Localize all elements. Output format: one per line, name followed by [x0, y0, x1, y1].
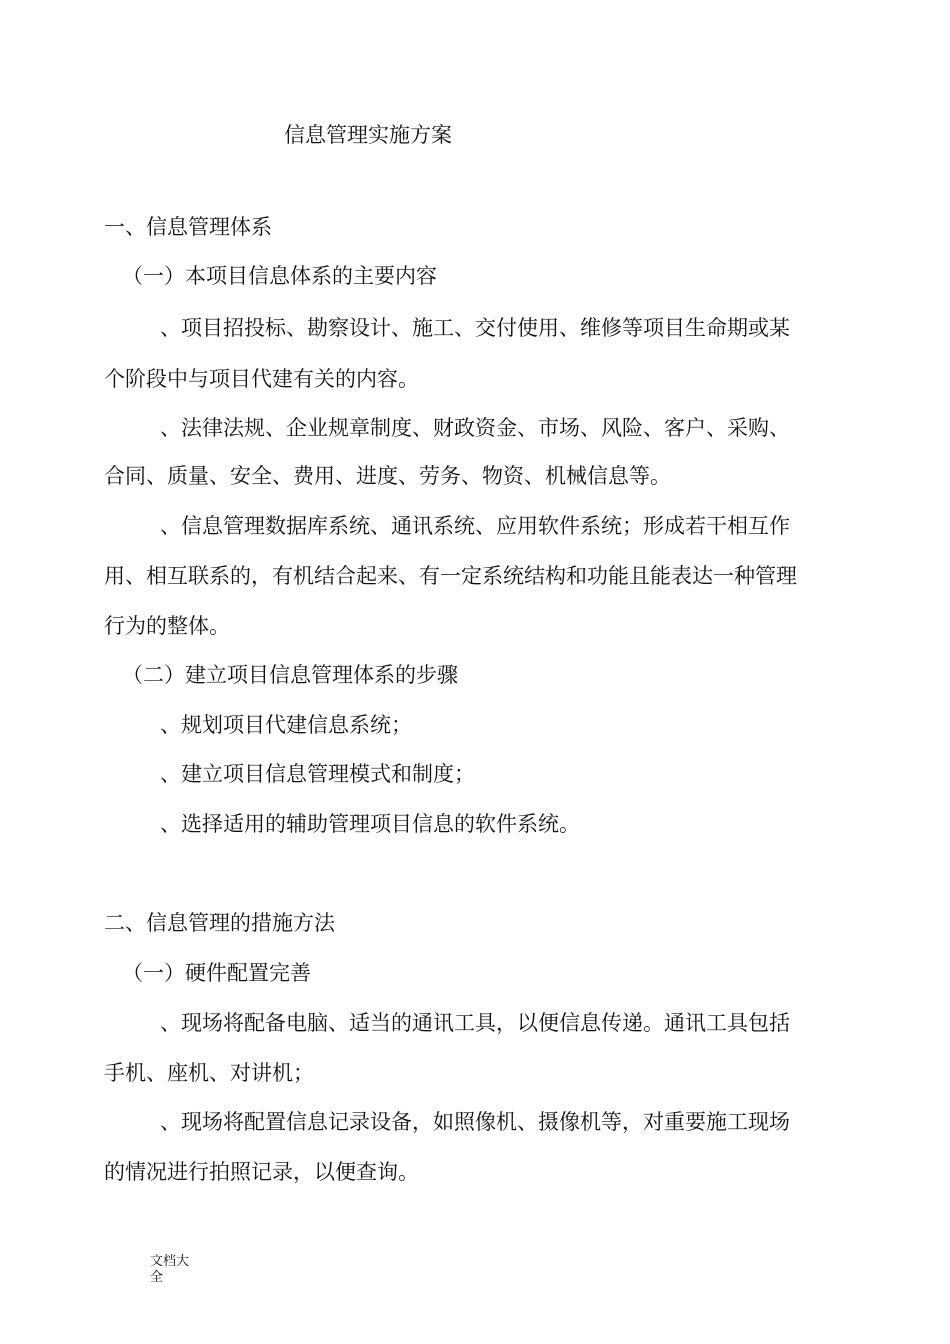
section-1-sub-1-heading: （一）本项目信息体系的主要内容 — [122, 264, 437, 288]
list-item: 、选择适用的辅助管理项目信息的软件系统。 — [160, 812, 580, 836]
list-item: 、规划项目代建信息系统； — [160, 713, 412, 737]
paragraph-line: 个阶段中与项目代建有关的内容。 — [104, 367, 419, 391]
paragraph-line: 、信息管理数据库系统、通讯系统、应用软件系统；形成若干相互作 — [160, 514, 790, 538]
paragraph-line: 、项目招投标、勘察设计、施工、交付使用、维修等项目生命期或某 — [160, 316, 790, 340]
section-2-heading: 二、信息管理的措施方法 — [104, 911, 335, 935]
paragraph-line: 、现场将配置信息记录设备，如照像机、摄像机等，对重要施工现场 — [160, 1110, 790, 1134]
paragraph-line: 的情况进行拍照记录，以便查询。 — [104, 1160, 419, 1184]
paragraph-line: 、法律法规、企业规章制度、财政资金、市场、风险、客户、采购、 — [160, 416, 790, 440]
paragraph-line: 合同、质量、安全、费用、进度、劳务、物资、机械信息等。 — [104, 464, 671, 488]
page-footer: 文档大全 — [150, 1254, 190, 1285]
paragraph-line: 行为的整体。 — [104, 614, 230, 638]
section-1-heading: 一、信息管理体系 — [104, 215, 272, 239]
paragraph-line: 手机、座机、对讲机； — [104, 1061, 314, 1085]
section-2-sub-1-heading: （一）硬件配置完善 — [122, 961, 311, 985]
list-item: 、建立项目信息管理模式和制度； — [160, 762, 475, 786]
section-1-sub-2-heading: （二）建立项目信息管理体系的步骤 — [122, 663, 458, 687]
paragraph-line: 用、相互联系的，有机结合起来、有一定系统结构和功能且能表达一种管理 — [104, 564, 797, 588]
document-title: 信息管理实施方案 — [284, 123, 452, 147]
paragraph-line: 、现场将配备电脑、适当的通讯工具，以便信息传递。通讯工具包括 — [160, 1011, 790, 1035]
